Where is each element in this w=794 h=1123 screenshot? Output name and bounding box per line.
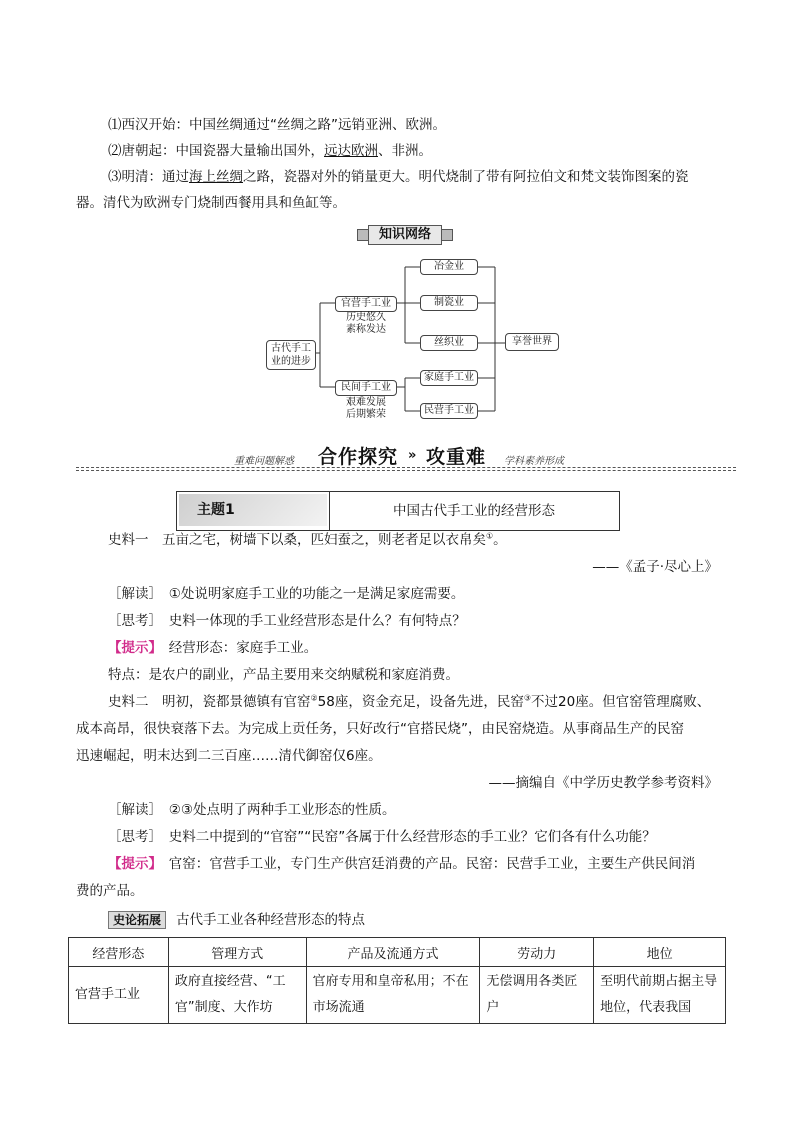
source-2 [108, 691, 758, 713]
hint-1-features: 特点：是农户的副业，产品主要用来交纳赋税和家庭消费。 [108, 667, 459, 683]
hint-2-text: 官窑：官营手工业，专门生产供宫廷消费的产品。民窑：民营手工业，主要生产供民间消 [155, 856, 696, 872]
features-table [68, 937, 726, 1024]
table-cell: 无偿调用各类匠户 [480, 967, 594, 1024]
network-root-node: 古代手工业的进步 [266, 340, 316, 370]
banner-left-caption: 重难问题解惑 [234, 456, 294, 467]
extension-title: 古代手工业各种经营形态的特点 [176, 912, 366, 928]
table-header: 管理方式 [168, 938, 306, 967]
network-official-node: 官营手工业 [335, 296, 397, 312]
table-header: 劳动力 [480, 938, 594, 967]
table-cell: 官府专用和皇帝私用；不在市场流通 [306, 967, 480, 1024]
table-header: 地位 [594, 938, 726, 967]
question-2: ［思考］ 史料二中提到的“官窑”“民窑”各属于什么经营形态的手工业？它们各有什么功能？ [108, 829, 656, 845]
network-folk-desc: 艰难发展 后期繁荣 [346, 397, 386, 420]
source-2-citation: ——摘编自《中学历史教学参考资料》 [488, 775, 718, 791]
intro-item-1: ⑴西汉开始：中国丝绸通过“丝绸之路”远销亚洲、欧洲。 [108, 117, 446, 133]
banner-right-caption: 学科素养形成 [504, 456, 564, 467]
table-cell: 官营手工业 [69, 967, 169, 1024]
source-1-end: 。 [493, 532, 507, 548]
hint-1 [108, 637, 758, 659]
intro-item-3-a: ⑶明清：通过 [108, 169, 189, 185]
intro-item-2-a: ⑵唐朝起：中国瓷器大量输出国外， [108, 143, 324, 159]
banner-divider [76, 467, 736, 468]
intro-item-2 [108, 140, 758, 162]
banner-arrow-icon: » [408, 448, 417, 463]
intro-item-3 [108, 166, 758, 188]
source-1 [108, 529, 758, 551]
extension-heading [108, 909, 758, 931]
footnote-marker-2: ② [310, 693, 318, 703]
hint-1-text: 经营形态：家庭手工业。 [155, 640, 318, 656]
topic-tag: 主题1 [179, 494, 327, 526]
topic-title: 中国古代手工业的经营形态 [393, 503, 555, 519]
table-header: 经营形态 [69, 938, 169, 967]
banner-title: 合作探究 [318, 446, 399, 468]
table-row [69, 967, 726, 1024]
table-cell: 至明代前期占据主导地位，代表我国 [594, 967, 726, 1024]
table-cell: 政府直接经营、“工官”制度、大作坊 [168, 967, 306, 1024]
network-official-desc: 历史悠久 素称发达 [346, 312, 386, 335]
footnote-marker-3: ③ [523, 693, 532, 703]
network-leaf-porcelain: 制瓷业 [420, 295, 478, 311]
source-1-text: 史料一 五亩之宅，树墙下以桑，匹妇蚕之，则老者足以衣帛矣 [108, 532, 486, 548]
extension-tag: 史论拓展 [108, 911, 166, 929]
network-result-node: 享誉世界 [505, 333, 559, 351]
source-1-citation: ——《孟子·尽心上》 [592, 559, 718, 575]
hint-label-2: 【提示】 [108, 856, 156, 872]
footnote-marker-1: ① [486, 531, 494, 541]
interpretation-2: ［解读］ ②③处点明了两种手工业形态的性质。 [108, 802, 396, 818]
hint-2 [108, 853, 758, 875]
topic-box [176, 491, 620, 531]
intro-item-3-cont: 器。清代为欧洲专门烧制西餐用具和鱼缸等。 [76, 195, 346, 211]
banner-divider-2 [76, 470, 736, 471]
table-header-row [69, 938, 726, 967]
intro-item-2-underlined: 远达欧洲 [324, 143, 378, 159]
network-leaf-silk: 丝织业 [420, 335, 478, 351]
network-folk-node: 民间手工业 [335, 380, 397, 396]
source-2-line-3: 迅速崛起，明末达到二三百座……清代御窑仅6座。 [76, 748, 382, 764]
source-2-c: 不过20座。但官窑管理腐败、 [531, 694, 711, 710]
network-title: 知识网络 [368, 225, 442, 245]
source-2-line-2: 成本高昂，很快衰落下去。为完成上贡任务，只好改行“官搭民烧”，由民窑烧造。从事商品生产的民窑 [76, 721, 684, 737]
hint-label-1: 【提示】 [108, 640, 156, 656]
question-1: ［思考］ 史料一体现的手工业经营形态是什么？有何特点？ [108, 613, 466, 629]
hint-2-line-2: 费的产品。 [76, 883, 144, 899]
banner-title-2: 攻重难 [426, 446, 487, 468]
intro-item-3-b: 之路，瓷器对外的销量更大。明代烧制了带有阿拉伯文和梵文装饰图案的瓷 [243, 169, 689, 185]
intro-item-3-underlined: 海上丝绸 [189, 169, 243, 185]
network-leaf-private: 民营手工业 [420, 403, 478, 419]
table-header: 产品及流通方式 [306, 938, 480, 967]
source-2-b: 58座，资金充足，设备先进，民窑 [317, 694, 524, 710]
section-banner [76, 440, 736, 470]
network-leaf-metallurgy: 冶金业 [420, 259, 478, 275]
source-2-a: 史料二 明初，瓷都景德镇有官窑 [108, 694, 311, 710]
intro-item-2-b: 、非洲。 [378, 143, 432, 159]
network-leaf-family: 家庭手工业 [420, 370, 478, 386]
interpretation-1: ［解读］ ①处说明家庭手工业的功能之一是满足家庭需要。 [108, 586, 465, 602]
